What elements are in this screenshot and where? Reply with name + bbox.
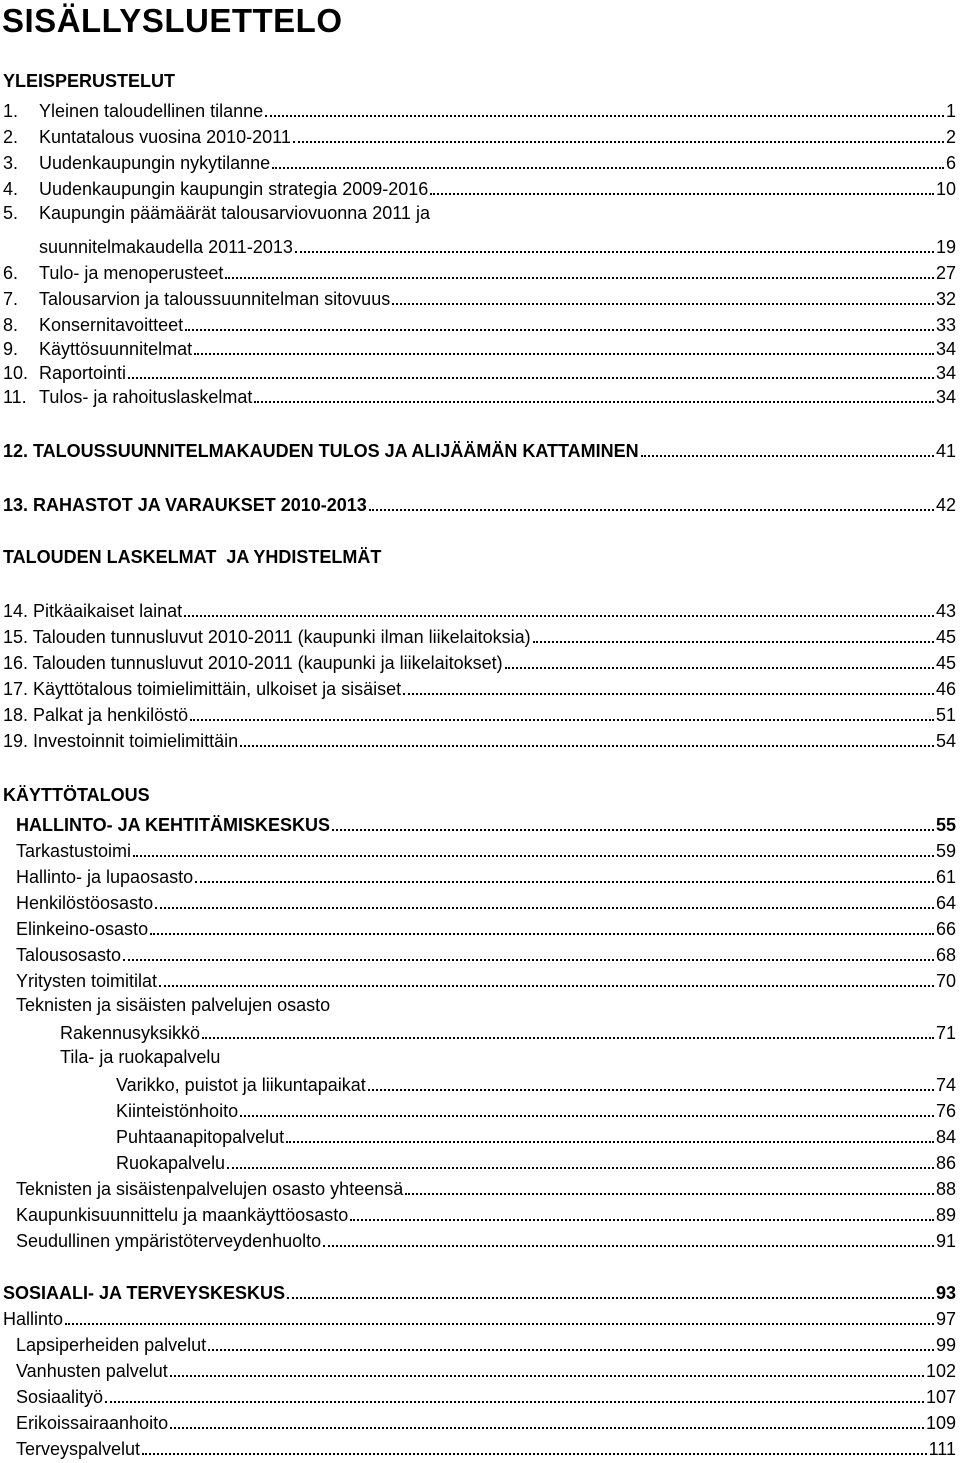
toc-entry[interactable] [3,334,956,358]
entry-title: 17. Käyttötalous toimielimittäin, ulkoiset ja sisäiset [3,679,402,699]
entry-title: Talousosasto [16,945,122,965]
toc-entry[interactable] [16,1174,956,1198]
entry-page: 45 [935,627,956,647]
entry-page: 34 [935,339,956,359]
entry-page: 86 [935,1153,956,1173]
toc-entry[interactable] [3,358,956,382]
dot-leader [142,1453,927,1455]
entry-page: 66 [935,919,956,939]
entry-title: HALLINTO- JA KEHTITÄMISKESKUS [16,815,331,835]
entry-number: 9. [3,339,19,359]
entry-title: Talousarvion ja taloussuunnitelman sitovuus [39,289,391,309]
toc-entry[interactable] [16,888,956,912]
entry-page: 91 [935,1231,956,1251]
entry-page: 27 [935,263,956,283]
entry-page: 45 [935,653,956,673]
entry-page: 43 [935,601,956,621]
entry-title: 15. Talouden tunnusluvut 2010-2011 (kaupunki ilman liikelaitoksia) [3,627,531,647]
entry-page: 55 [935,815,956,835]
entry-number: 7. [3,289,19,309]
entry-title: Henkilöstöosasto [16,893,154,913]
entry-number: 5. [3,203,19,223]
entry-title: Kaupungin päämäärät talousarviovuonna 2011 ja [39,203,430,223]
toc-entry[interactable] [3,96,956,120]
toc-entry[interactable] [16,1330,956,1354]
toc-entry[interactable] [16,1226,956,1250]
entry-page: 109 [925,1413,956,1433]
entry-title: Yritysten toimitilat [16,971,158,991]
entry-title: Elinkeino-osasto [16,919,149,939]
dot-leader [184,615,934,617]
entry-page: 64 [935,893,956,913]
entry-title: Tarkastustoimi [16,841,132,861]
entry-title: Tulos- ja rahoituslaskelmat [39,387,253,407]
entry-page: 6 [945,153,956,173]
entry-title: 18. Palkat ja henkilöstö [3,705,189,725]
toc-entry[interactable] [3,174,956,198]
entry-page: 10 [935,179,956,199]
toc-entry[interactable] [116,1096,956,1120]
dot-leader [287,1297,934,1299]
dot-leader [105,1401,924,1403]
toc-entry[interactable] [16,914,956,938]
toc-entry-hallinto-keskus[interactable] [16,810,956,834]
dot-leader [293,141,944,143]
dot-leader [123,959,934,961]
entry-number: 4. [3,179,19,199]
toc-entry[interactable] [16,1382,956,1406]
entry-title: Konsernitavoitteet [39,315,184,335]
entry-page: 71 [935,1023,956,1043]
entry-page: 34 [935,363,956,383]
entry-page: 54 [935,731,956,751]
dot-leader [533,641,934,643]
toc-entry[interactable] [60,1018,956,1042]
dot-leader [286,1141,934,1143]
dot-leader [170,1375,924,1377]
entry-title: 19. Investoinnit toimielimittäin [3,731,239,751]
entry-title: suunnitelmakaudella 2011-2013 [39,237,293,257]
toc-entry[interactable] [16,966,956,990]
toc-entry[interactable] [3,726,956,750]
page-title: SISÄLLYSLUETTELO [2,2,343,39]
entry-title: Rakennusyksikkö [60,1023,201,1043]
dot-leader [159,985,934,987]
entry-title: 14. Pitkäaikaiset lainat [3,601,183,621]
entry-page: 19 [935,237,956,257]
entry-page: 42 [935,495,956,515]
toc-entry[interactable] [3,700,956,724]
dot-leader [641,455,934,457]
dot-leader [265,115,944,117]
dot-leader [295,251,934,253]
dot-leader [240,745,934,747]
entry-page: 1 [945,101,956,121]
entry-page: 70 [935,971,956,991]
toc-entry[interactable] [3,148,956,172]
dot-leader [155,907,934,909]
dot-leader [240,1115,934,1117]
toc-entry[interactable] [16,1356,956,1380]
dot-leader [128,377,934,379]
dot-leader [194,353,934,355]
entry-number: 1. [3,101,19,121]
dot-leader [170,1427,924,1429]
entry-title: Käyttösuunnitelmat [39,339,193,359]
entry-title: Teknisten ja sisäistenpalvelujen osasto yhteensä [16,1179,404,1199]
section-heading-kayttotalous: KÄYTTÖTALOUS [3,785,150,805]
entry-title: Vanhusten palvelut [16,1361,168,1381]
dot-leader [272,167,944,169]
toc-entry[interactable] [3,674,956,698]
entry-page: 34 [935,387,956,407]
dot-leader [430,193,934,195]
dot-leader [405,1193,934,1195]
dot-leader [392,303,934,305]
entry-page: 107 [925,1387,956,1407]
toc-entry[interactable] [3,310,956,334]
toc-entry-kattaminen[interactable] [3,436,956,460]
dot-leader [65,1323,934,1325]
dot-leader [133,855,934,857]
toc-entry-sosiaali-keskus[interactable] [3,1278,956,1302]
dot-leader [505,667,934,669]
dot-leader [195,881,934,883]
entry-title: Hallinto- ja lupaosasto [16,867,194,887]
entry-page: 93 [935,1283,956,1303]
dot-leader [369,509,934,511]
dot-leader [254,401,934,403]
toc-entry-rahastot[interactable] [3,490,956,514]
dot-leader [225,277,934,279]
entry-page: 88 [935,1179,956,1199]
dot-leader [202,1037,934,1039]
toc-entry[interactable] [39,232,956,256]
entry-title: 13. RAHASTOT JA VARAUKSET 2010-2013 [3,495,367,515]
entry-title: Kuntatalous vuosina 2010-2011 [39,127,291,147]
entry-number: 2. [3,127,19,147]
toc-entry[interactable] [16,862,956,886]
entry-number: 6. [3,263,19,283]
entry-title: Erikoissairaanhoito [16,1413,169,1433]
entry-page: 61 [935,867,956,887]
entry-page: 89 [935,1205,956,1225]
toc-entry[interactable] [16,1408,956,1432]
entry-page: 74 [935,1075,956,1095]
toc-entry[interactable] [16,1434,956,1458]
dot-leader [208,1349,934,1351]
subsection-teknisten: Teknisten ja sisäisten palvelujen osasto [16,995,331,1015]
entry-page: 97 [935,1309,956,1329]
toc-entry[interactable] [16,836,956,860]
toc-entry[interactable] [3,122,956,146]
entry-title: Raportointi [39,363,127,383]
toc-entry[interactable] [3,204,430,222]
toc-entry[interactable] [116,1122,956,1146]
entry-title: Hallinto [3,1309,64,1329]
entry-title: Uudenkaupungin kaupungin strategia 2009-2016 [39,179,429,199]
dot-leader [185,329,934,331]
toc-entry[interactable] [3,284,956,308]
dot-leader [150,933,934,935]
entry-title: SOSIAALI- JA TERVEYSKESKUS [3,1283,286,1303]
toc-entry[interactable] [116,1070,956,1094]
dot-leader [403,693,934,695]
entry-page: 68 [935,945,956,965]
entry-title: 12. TALOUSSUUNNITELMAKAUDEN TULOS JA ALIJÄÄMÄN KATTAMINEN [3,441,639,461]
toc-entry[interactable] [3,1304,956,1328]
toc-entry[interactable] [3,258,956,282]
toc-entry[interactable] [16,940,956,964]
dot-leader [350,1219,934,1221]
toc-entry[interactable] [3,382,956,406]
entry-page: 46 [935,679,956,699]
dot-leader [190,719,934,721]
entry-page: 2 [945,127,956,147]
dot-leader [323,1245,934,1247]
entry-title: Terveyspalvelut [16,1439,141,1459]
entry-page: 51 [935,705,956,725]
entry-page: 32 [935,289,956,309]
entry-title: Varikko, puistot ja liikuntapaikat [116,1075,366,1095]
entry-number: 3. [3,153,19,173]
dot-leader [332,829,934,831]
section-heading-yleisperustelut: YLEISPERUSTELUT [3,71,176,91]
entry-page: 59 [935,841,956,861]
entry-title: Ruokapalvelu [116,1153,226,1173]
entry-title: Puhtaanapitopalvelut [116,1127,285,1147]
toc-entry[interactable] [3,622,956,646]
toc-entry[interactable] [3,648,956,672]
entry-page: 41 [935,441,956,461]
toc-entry[interactable] [16,1200,956,1224]
entry-title: Kiinteistönhoito [116,1101,239,1121]
entry-page: 111 [928,1439,956,1459]
toc-entry[interactable] [116,1148,956,1172]
dot-leader [368,1089,934,1091]
entry-title: Kaupunkisuunnittelu ja maankäyttöosasto [16,1205,349,1225]
entry-number: 8. [3,315,19,335]
entry-title: 16. Talouden tunnusluvut 2010-2011 (kaupunki ja liikelaitokset) [3,653,503,673]
entry-title: Tulo- ja menoperusteet [39,263,224,283]
entry-page: 102 [925,1361,956,1381]
entry-page: 33 [935,315,956,335]
entry-page: 76 [935,1101,956,1121]
subsection-tila-ruokapalvelu: Tila- ja ruokapalvelu [60,1047,221,1067]
section-heading-laskelmat: TALOUDEN LASKELMAT JA YHDISTELMÄT [3,547,382,567]
entry-title: Sosiaalityö [16,1387,104,1407]
entry-page: 84 [935,1127,956,1147]
entry-number: 11. [3,387,27,407]
entry-title: Lapsiperheiden palvelut [16,1335,207,1355]
entry-title: Seudullinen ympäristöterveydenhuolto [16,1231,322,1251]
entry-page: 99 [935,1335,956,1355]
dot-leader [227,1167,934,1169]
entry-title: Uudenkaupungin nykytilanne [39,153,271,173]
entry-number: 10. [3,363,29,383]
entry-title: Yleinen taloudellinen tilanne [39,101,264,121]
toc-entry[interactable] [3,596,956,620]
